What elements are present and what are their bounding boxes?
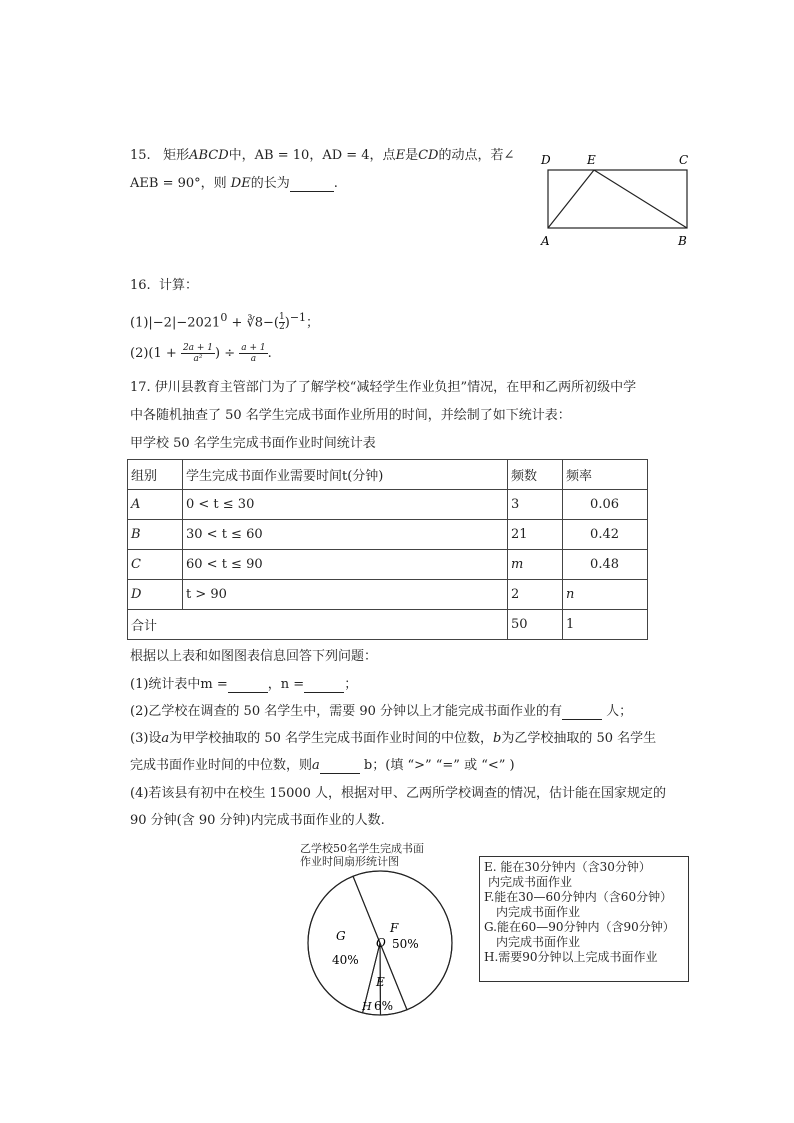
q17-table-title: 甲学校 50 名学生完成书面作业时间统计表 — [130, 436, 376, 451]
q15-number: 15. — [130, 148, 151, 163]
label-c: C — [679, 153, 689, 167]
var-b: b — [493, 731, 502, 746]
table-cell: 30 < t ≤ 60 — [183, 520, 508, 550]
pie-title-line2: 作业时间扇形统计图 — [300, 855, 399, 868]
q16-title — [130, 278, 198, 294]
pie-legend — [479, 856, 689, 982]
q16-expr: (1)|−2|−2021 — [130, 315, 221, 331]
table-cell: 2 — [508, 580, 563, 610]
q15-rect-name: ABCD — [189, 148, 229, 163]
q17-instructions: 根据以上表和如图图表信息回答下列问题： — [130, 649, 378, 664]
q17-sub3-line1 — [130, 731, 656, 747]
label-a: A — [541, 234, 550, 248]
q17-sub3-text: 为乙学校抽取的 50 名学生 — [501, 731, 657, 746]
q16-title-text: 计算： — [158, 278, 198, 293]
q17-sub1 — [130, 677, 357, 693]
table-cell: 0.06 — [563, 490, 648, 520]
q16-expr: ) — [284, 315, 290, 331]
q16-part1 — [130, 310, 319, 332]
q17-sub2-text: (2)乙学校在调查的 50 名学生中，需要 90 分钟以上才能完成书面作业的有 — [130, 704, 563, 719]
q15-segment-cd: CD — [418, 148, 439, 163]
q16-expr: . — [267, 346, 272, 361]
var-a: a — [161, 731, 170, 746]
pie-label-f: F — [390, 921, 399, 935]
q17-sub4-line1: (4)若该县有初中在校生 15000 人，根据对甲、乙两所学校调查的情况，估计能在国家规定的 — [130, 786, 667, 801]
q16-expr: + ∛8−( — [227, 315, 280, 331]
q15-text: 的动点，若∠ — [438, 148, 515, 163]
legend-item-e-cont: 内完成书面作业 — [488, 875, 573, 889]
q16-fraction: $\frac{a + 1}{a}$ — [241, 343, 266, 364]
q16-exponent: 0 — [220, 311, 228, 324]
q17-sub2-text: 人； — [606, 704, 633, 719]
table-cell: 50 — [508, 610, 563, 640]
table-cell: 60 < t ≤ 90 — [183, 550, 508, 580]
table-header: 频率 — [563, 460, 648, 490]
q17-sub1-text: ； — [344, 677, 358, 692]
table-cell: n — [563, 580, 648, 610]
legend-item-f: F.能在30—60分钟内（含60分钟） — [484, 890, 673, 904]
table-header: 学生完成书面作业需要时间t(分钟) — [183, 460, 508, 490]
q16-expr: ) ÷ — [215, 346, 236, 361]
q17-sub3-line2 — [130, 758, 515, 774]
pie-label-e-pct: 6% — [374, 999, 394, 1013]
q16-exponent: −1 — [289, 311, 307, 324]
pie-label-g-pct: 40% — [332, 953, 359, 967]
q15-line1 — [130, 148, 514, 164]
q16-number: 16. — [130, 278, 151, 293]
legend-item-e: E. 能在30分钟内（含30分钟） — [484, 860, 651, 874]
q15-line2 — [130, 176, 338, 192]
table-row — [128, 580, 648, 610]
q16-expr: ； — [306, 315, 320, 331]
q16-expr: (2)(1 + — [130, 346, 177, 361]
pie-title — [300, 842, 424, 868]
q16-fraction: $\frac{2a + 1}{\text{a²}}$ — [182, 343, 214, 364]
answer-blank-m[interactable] — [228, 680, 268, 693]
q15-text: 是 — [405, 148, 419, 163]
table-row — [128, 550, 648, 580]
q15-segment-de: DE — [230, 176, 251, 191]
q17-sub3-text: (3)设 — [130, 731, 162, 746]
table-cell: B — [128, 520, 183, 550]
table-row — [128, 490, 648, 520]
label-b: B — [678, 234, 687, 248]
table-cell: 0.42 — [563, 520, 648, 550]
table-cell: m — [508, 550, 563, 580]
label-d: D — [541, 153, 551, 167]
q17-line1: 17. 伊川县教育主管部门为了了解学校“减轻学生作业负担”情况，在甲和乙两所初级中学 — [130, 380, 637, 395]
q15-text: 矩形 — [163, 148, 190, 163]
legend-item-f-cont: 内完成书面作业 — [496, 905, 581, 919]
q17-line2: 中各随机抽查了 50 名学生完成书面作业所用的时间，并绘制了如下统计表： — [130, 408, 571, 423]
table-cell: 0.48 — [563, 550, 648, 580]
q17-sub3-text: 为甲学校抽取的 50 名学生完成书面作业时间的中位数， — [169, 731, 493, 746]
pie-center-label: O — [376, 936, 386, 950]
frequency-table — [127, 459, 648, 640]
q17-sub3-text: 完成书面作业时间的中位数，则 — [130, 758, 313, 773]
segment-ae — [548, 170, 594, 228]
answer-blank-count[interactable] — [562, 707, 602, 720]
pie-chart — [300, 868, 460, 1018]
table-row — [128, 610, 648, 640]
pie-label-f-pct: 50% — [392, 937, 419, 951]
table-cell: 21 — [508, 520, 563, 550]
q15-text: 中，AB = 10，AD = 4，点 — [228, 148, 396, 163]
table-cell: 合计 — [128, 610, 508, 640]
answer-blank-compare[interactable] — [320, 761, 360, 774]
legend-item-h: H.需要90分钟以上完成书面作业 — [484, 950, 658, 964]
q15-answer-blank[interactable] — [290, 179, 334, 192]
rectangle-abcd — [548, 170, 687, 228]
q16-part2 — [130, 343, 272, 364]
q17-sub3-text: b；(填 “>” “=” 或 “<” ) — [363, 758, 515, 773]
label-e: E — [587, 153, 596, 167]
table-header: 组别 — [128, 460, 183, 490]
table-cell: 1 — [563, 610, 648, 640]
table-cell: A — [128, 490, 183, 520]
q15-text: AEB = 90°，则 — [130, 176, 227, 191]
pie-label-e: E — [376, 975, 385, 989]
segment-eb — [594, 170, 687, 228]
table-cell: D — [128, 580, 183, 610]
table-cell: C — [128, 550, 183, 580]
q15-text: 的长为 — [250, 176, 290, 191]
pie-label-g: G — [336, 929, 346, 943]
table-header-row — [128, 460, 648, 490]
pie-label-h: H — [362, 1000, 372, 1013]
table-cell: 3 — [508, 490, 563, 520]
q17-sub4-line2: 90 分钟(含 90 分钟)内完成书面作业的人数. — [130, 813, 385, 828]
var-a: a — [312, 758, 320, 773]
q15-point-e: E — [395, 148, 406, 163]
q16-fraction: $\frac{1}{2}$ — [279, 312, 285, 333]
q17-sub1-text: (1)统计表中m = — [130, 677, 228, 692]
table-row — [128, 520, 648, 550]
q15-text: . — [333, 176, 338, 191]
pie-title-line1: 乙学校50名学生完成书面 — [300, 842, 424, 855]
q17-sub2 — [130, 704, 632, 720]
legend-item-g: G.能在60—90分钟内（含90分钟） — [484, 920, 675, 934]
table-header: 频数 — [508, 460, 563, 490]
q15-rectangle-figure — [538, 150, 698, 250]
answer-blank-n[interactable] — [304, 680, 344, 693]
legend-item-g-cont: 内完成书面作业 — [496, 935, 581, 949]
q17-sub1-text: ，n = — [267, 677, 305, 692]
table-cell: 0 < t ≤ 30 — [183, 490, 508, 520]
table-cell: t > 90 — [183, 580, 508, 610]
